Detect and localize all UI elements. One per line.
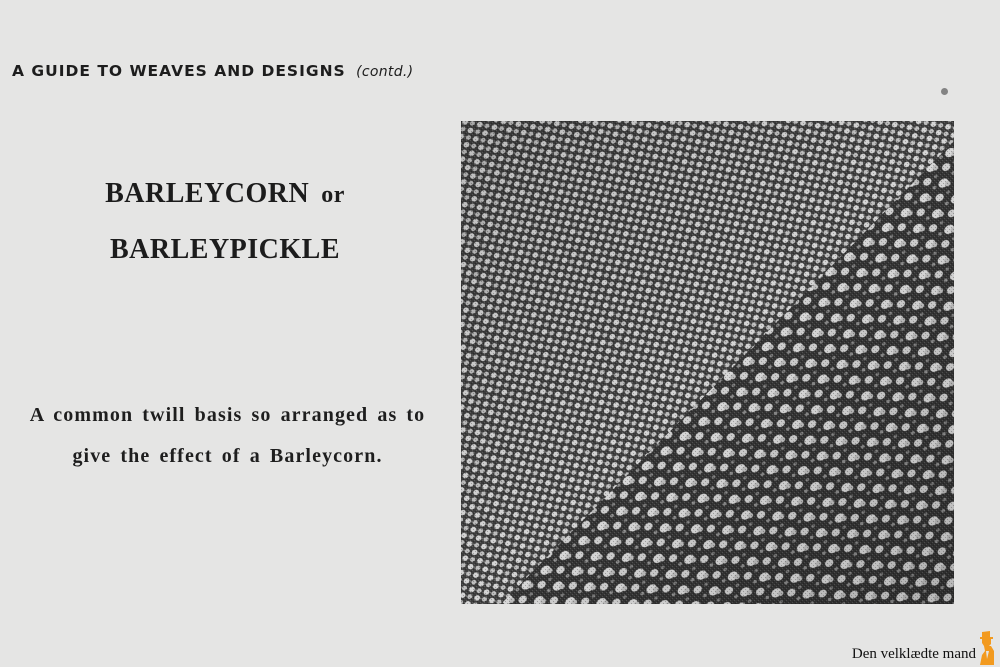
- weave-name-alternate: BARLEYPICKLE: [109, 234, 341, 265]
- weave-title: [60, 180, 390, 264]
- gentleman-silhouette-icon: [978, 629, 994, 665]
- paper-speck: [941, 88, 948, 95]
- header-title: A GUIDE TO WEAVES AND DESIGNS: [12, 62, 346, 80]
- weave-description: [0, 395, 455, 477]
- fabric-sample-image: [461, 121, 954, 604]
- description-line-1: A common twill basis so arranged as to: [29, 404, 426, 426]
- watermark-text: Den velklædte mand: [851, 646, 976, 662]
- page-header: [12, 62, 413, 80]
- description-line-2: give the effect of a Barleycorn.: [72, 445, 383, 467]
- watermark: [852, 629, 994, 665]
- fabric-texture: [461, 121, 954, 604]
- weave-title-line-1: [60, 180, 390, 208]
- weave-name-conjunction: or: [321, 182, 345, 208]
- header-suffix: (contd.): [356, 64, 414, 80]
- weave-name-primary: BARLEYCORN: [105, 178, 310, 209]
